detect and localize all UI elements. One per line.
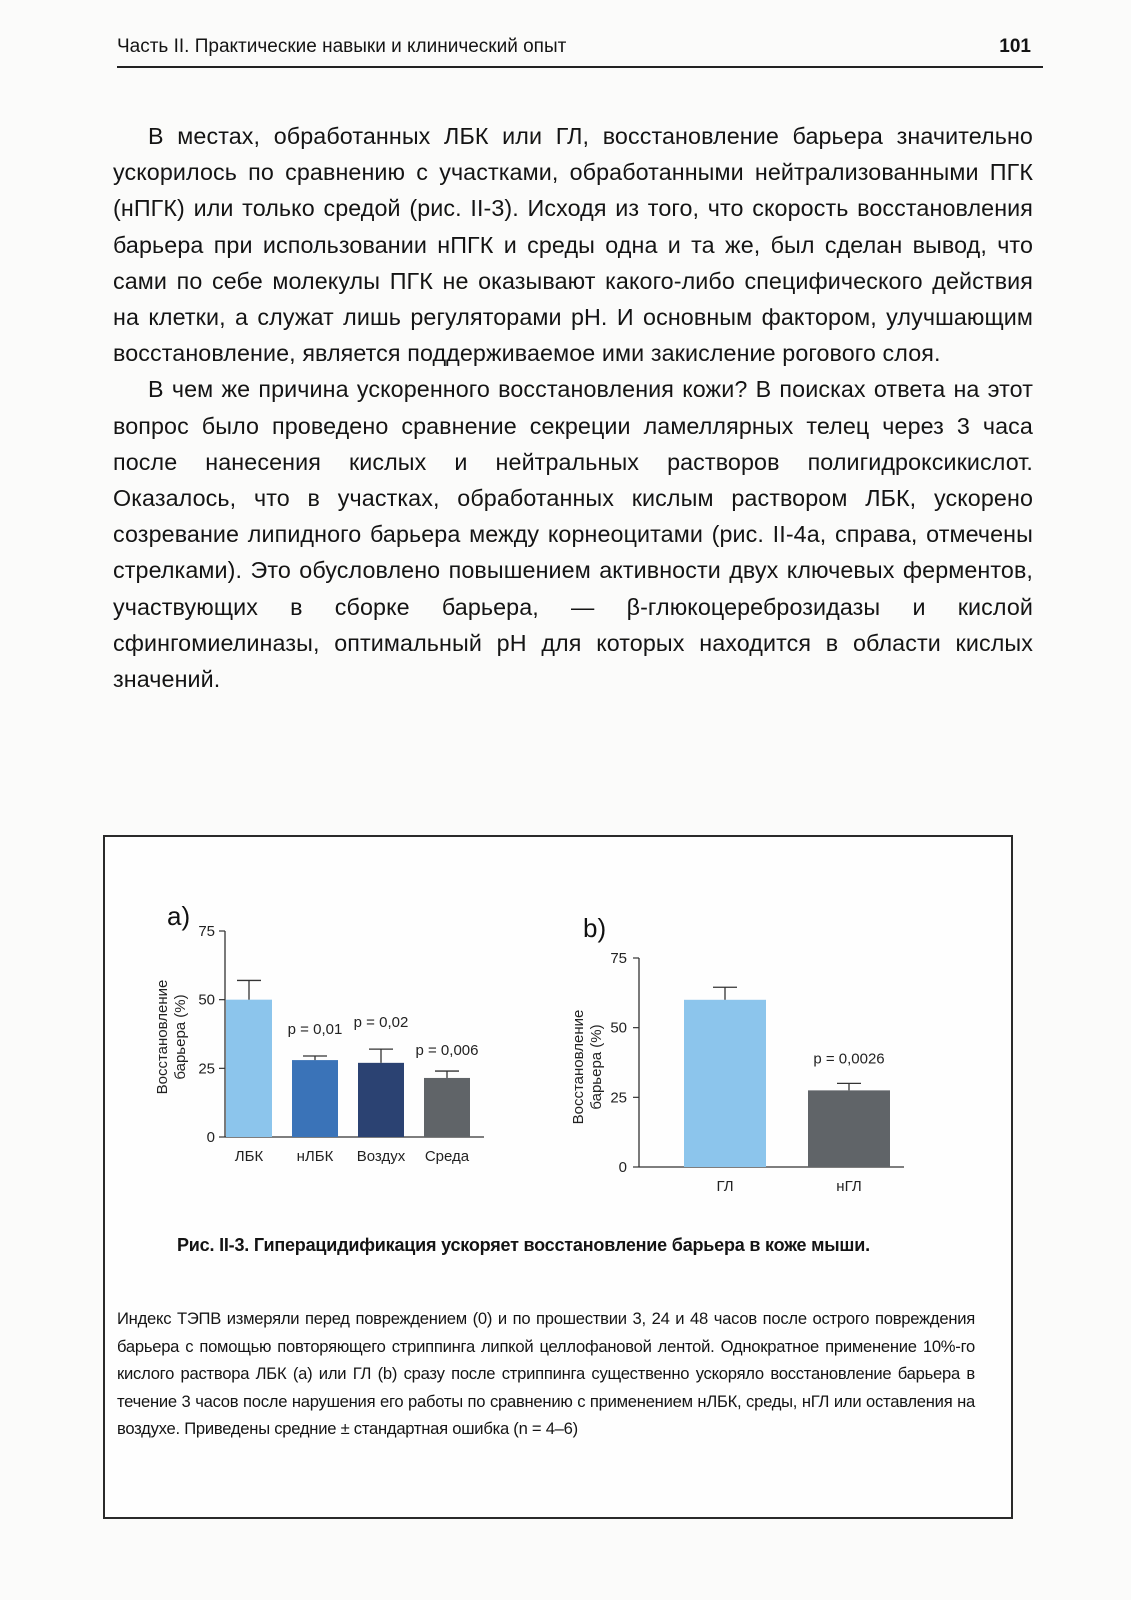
- figure-charts: [105, 837, 1011, 1232]
- category-label: ЛБК: [234, 1148, 264, 1165]
- p-value-label: p = 0,02: [353, 1014, 409, 1032]
- bar: [358, 1063, 404, 1137]
- figure-legend: Индекс ТЭПВ измеряли перед повреждением (0) и по прошествии 3, 24 и 48 часов после острого повреждения барьера с помощью повторяющего стриппинга липкой целлофановой лентой. Однократное применение 10%-го кислого раствора ЛБК (а) или ГЛ (b) сразу после стриппинга существенно ускоряло восстановление барьера в течение 3 часов после нарушения его работы по сравнению с применением нЛБК, среды, нГЛ или оставления на воздухе. Приведены средние ± стандартная ошибка (n = 4–6): [117, 1309, 975, 1438]
- bar: [226, 1000, 272, 1137]
- page-number: 101: [999, 36, 1031, 57]
- y-axis-label: барьера (%): [588, 1024, 605, 1110]
- category-label: Воздух: [356, 1148, 406, 1165]
- bar: [424, 1078, 470, 1137]
- y-axis-label: барьера (%): [172, 994, 189, 1080]
- panel-label: a): [167, 901, 191, 931]
- panel-label: b): [583, 913, 607, 943]
- p-value-label: p = 0,01: [287, 1020, 343, 1038]
- category-label: нГЛ: [836, 1178, 862, 1195]
- figure-frame: [103, 835, 1013, 1519]
- category-label: ГЛ: [716, 1178, 734, 1195]
- category-label: нЛБК: [296, 1148, 334, 1165]
- bar: [808, 1090, 890, 1167]
- figure-number: Рис. II-3.: [177, 1235, 250, 1255]
- running-title: Часть II. Практические навыки и клинический опыт: [117, 36, 567, 57]
- body-text: [113, 118, 1033, 697]
- p-value-label: p = 0,0026: [813, 1050, 885, 1068]
- paragraph: В местах, обработанных ЛБК или ГЛ, восстановление барьера значительно ускорилось по сравнению с участками, обработанными нейтрализованными ПГК (нПГК) или только средой (рис. II-3). Исходя из того, что скорость восстановления барьера при использовании нПГК и среды одна и та же, был сделан вывод, что сами по себе молекулы ПГК не оказывают какого-либо специфического действия на клетки, а служат лишь регуляторами рН. И основным фактором, улучшающим восстановление, является поддерживаемое ими закисление рогового слоя.: [113, 123, 1033, 367]
- y-tick-label: 0: [618, 1159, 627, 1176]
- paragraph: В чем же причина ускоренного восстановления кожи? В поисках ответа на этот вопрос было проведено сравнение секреции ламеллярных телец через 3 часа после нанесения кислых и нейтральных растворов полигидроксикислот. Оказалось, что в участках, обработанных кислым раствором ЛБК, ускорено созревание липидного барьера между корнеоцитами (рис. II-4а, справа, отмечены стрелками). Это обусловлено повышением активности двух ключевых ферментов, участвующих в сборке барьера, — β-глюкоцереброзидазы и кислой сфингомиелиназы, оптимальный рН для которых находится в области кислых значений.: [113, 376, 1033, 693]
- figure-caption: [177, 1235, 977, 1256]
- y-tick-label: 75: [610, 950, 627, 967]
- p-value-label: p = 0,006: [415, 1042, 479, 1060]
- y-tick-label: 0: [206, 1129, 215, 1146]
- y-tick-label: 50: [610, 1019, 627, 1037]
- y-tick-label: 75: [198, 923, 215, 940]
- header-rule: [117, 66, 1043, 68]
- page-header: [117, 36, 1043, 72]
- y-axis-label: Восстановление: [154, 979, 171, 1095]
- figure-title: Гиперацидификация ускоряет восстановление барьера в коже мыши.: [253, 1235, 870, 1255]
- y-tick-label: 25: [198, 1060, 215, 1078]
- y-tick-label: 50: [198, 991, 215, 1009]
- category-label: Среда: [424, 1148, 470, 1165]
- y-axis-label: Восстановление: [570, 1009, 587, 1125]
- bar: [292, 1060, 338, 1137]
- bar: [684, 1000, 766, 1167]
- y-tick-label: 25: [610, 1089, 627, 1107]
